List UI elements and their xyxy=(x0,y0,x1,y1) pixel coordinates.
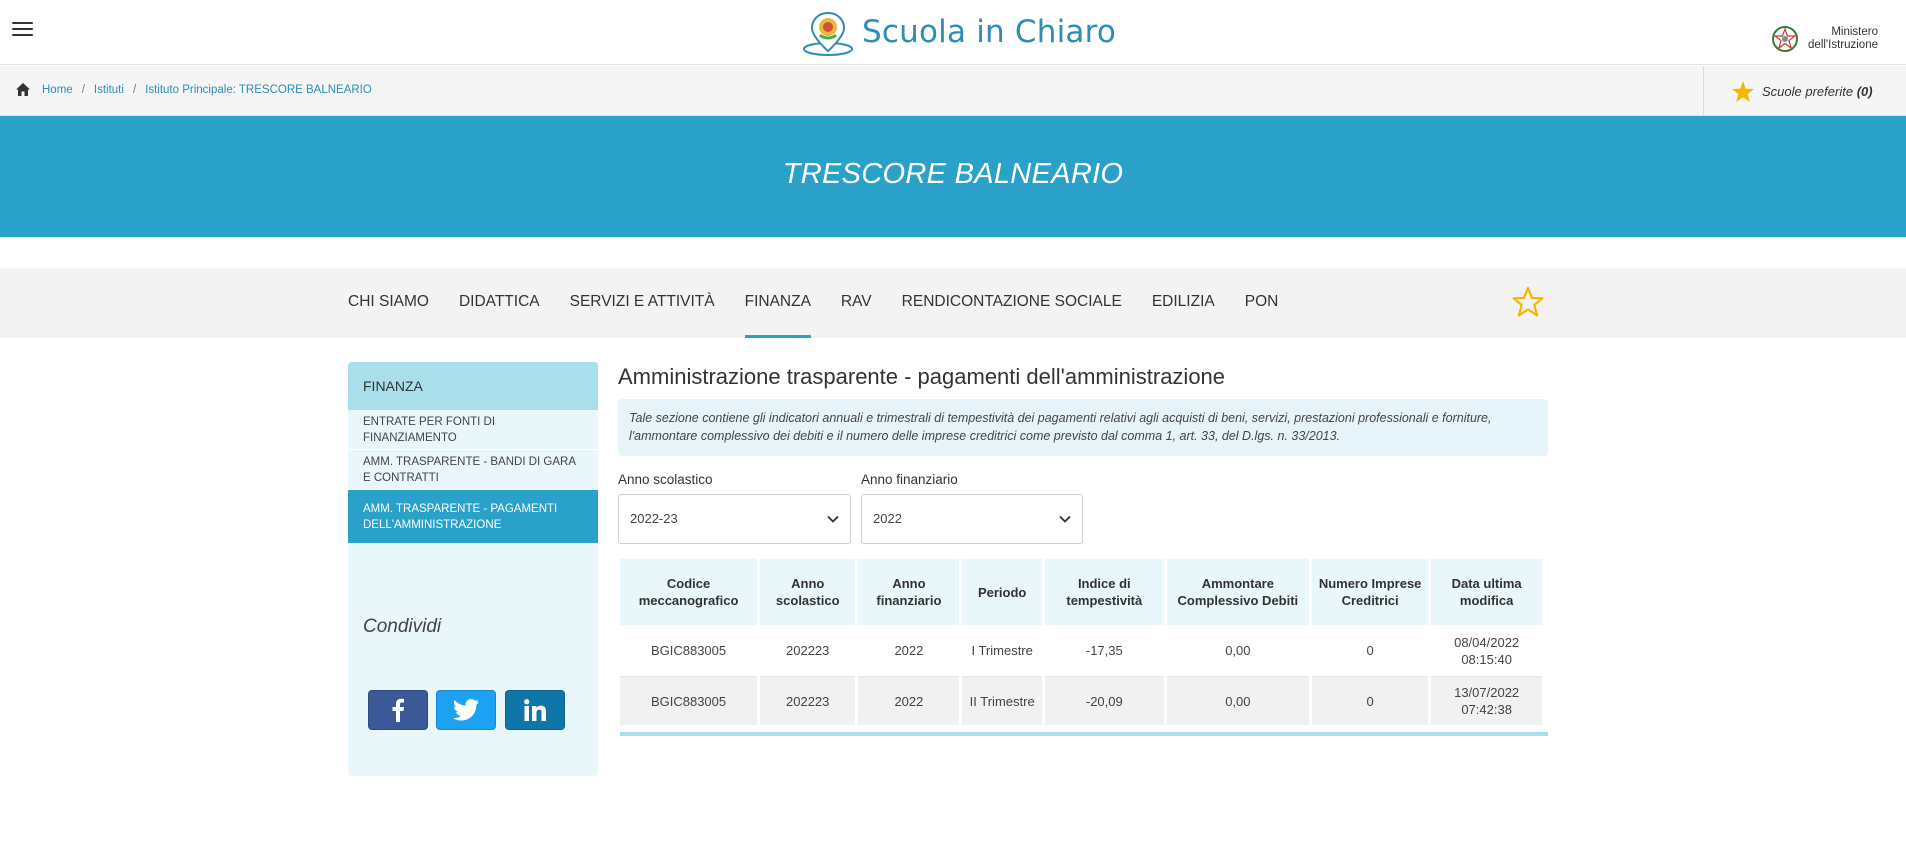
logo-text: Scuola in Chiaro xyxy=(862,14,1117,50)
page-title: Amministrazione trasparente - pagamenti dell'amministrazione xyxy=(618,364,1226,389)
anno-scolastico-select[interactable] xyxy=(618,494,851,544)
italian-emblem-icon xyxy=(1772,24,1798,54)
section-tabs xyxy=(348,268,1308,338)
breadcrumb-separator: / xyxy=(81,83,85,96)
table-cell: 0,00 xyxy=(1167,677,1309,725)
anno-finanziario-select[interactable] xyxy=(861,494,1083,544)
col-header-periodo: Periodo xyxy=(962,559,1041,625)
anno-scolastico-label: Anno scolastico xyxy=(618,472,713,487)
sidebar-item-label: AMM. TRASPARENTE - BANDI DI GARA E CONTRATTI xyxy=(363,455,576,484)
col-header-data-modifica: Data ultima modifica xyxy=(1431,559,1542,625)
table-cell: 2022 xyxy=(858,677,959,725)
table-cell: 08/04/2022 08:15:40 xyxy=(1431,625,1542,677)
breadcrumb xyxy=(16,83,372,96)
section-tabs-bar xyxy=(0,268,1906,338)
sidebar-item-bandi-di-gara[interactable] xyxy=(348,450,598,490)
share-label: Condividi xyxy=(363,616,442,637)
chevron-down-icon xyxy=(1058,512,1072,526)
anno-finanziario-label: Anno finanziario xyxy=(861,472,958,487)
favorites-count: (0) xyxy=(1856,83,1873,99)
favorites-button[interactable] xyxy=(1703,66,1906,116)
school-name-title: TRESCORE BALNEARIO xyxy=(782,158,1124,190)
twitter-share-button[interactable] xyxy=(436,690,496,730)
tab-finanza[interactable]: FINANZA xyxy=(745,268,811,338)
breadcrumb-istituti[interactable]: Istituti xyxy=(93,83,124,96)
table-row xyxy=(620,677,1542,725)
col-header-anno-scolastico: Anno scolastico xyxy=(760,559,855,625)
anno-scolastico-value: 2022-23 xyxy=(630,511,678,526)
sidebar-item-entrate[interactable] xyxy=(348,410,598,450)
table-cell: 202223 xyxy=(760,677,855,725)
table-cell: BGIC883005 xyxy=(620,677,757,725)
tab-didattica[interactable]: DIDATTICA xyxy=(458,293,540,310)
hamburger-menu-icon[interactable] xyxy=(12,22,33,38)
tab-rendicontazione-sociale[interactable]: RENDICONTAZIONE SOCIALE xyxy=(901,293,1122,310)
breadcrumb-home[interactable]: Home xyxy=(42,83,73,96)
ministry-line2: dell'Istruzione xyxy=(1808,39,1878,51)
map-pin-logo-icon xyxy=(800,7,856,57)
breadcrumb-current[interactable]: Istituto Principale: TRESCORE BALNEARIO xyxy=(145,83,372,96)
info-box: Tale sezione contiene gli indicatori annuali e trimestrali di tempestività dei pagamenti relativi agli acquisti di beni, servizi, prestazioni professionali e forniture, l'ammontare complessivo dei debiti e il numero delle imprese creditrici come previsto dal comma 1, art. 33, del D.lgs. n. 33/2013. xyxy=(618,399,1548,456)
facebook-share-button[interactable] xyxy=(368,690,428,730)
twitter-icon xyxy=(453,699,479,721)
favorites-label: Scuole preferite xyxy=(1762,83,1854,99)
breadcrumb-bar xyxy=(0,66,1906,116)
table-cell: BGIC883005 xyxy=(620,625,757,677)
col-header-indice: Indice di tempestività xyxy=(1045,559,1164,625)
table-bottom-border xyxy=(620,732,1548,736)
ministry-logo[interactable] xyxy=(1772,24,1878,54)
tab-pon[interactable]: PON xyxy=(1244,293,1279,310)
chevron-down-icon xyxy=(826,512,840,526)
school-banner xyxy=(0,116,1906,237)
facebook-icon xyxy=(391,698,405,722)
table-cell: 0 xyxy=(1312,677,1428,725)
sidebar xyxy=(348,362,598,776)
home-icon[interactable] xyxy=(16,83,30,96)
table-cell: 202223 xyxy=(760,625,855,677)
col-header-ammontare: Ammontare Complessivo Debiti xyxy=(1167,559,1309,625)
tab-chi-siamo[interactable]: CHI SIAMO xyxy=(348,293,429,310)
table-cell: -20,09 xyxy=(1045,677,1164,725)
ministry-line1: Ministero xyxy=(1831,26,1878,38)
sidebar-item-pagamenti[interactable] xyxy=(348,490,598,544)
table-cell: 2022 xyxy=(858,625,959,677)
table-cell: 13/07/2022 07:42:38 xyxy=(1431,677,1542,725)
table-header-row xyxy=(620,559,1542,625)
star-filled-icon xyxy=(1732,81,1754,102)
anno-finanziario-value: 2022 xyxy=(873,511,902,526)
star-outline-icon[interactable] xyxy=(1512,286,1544,318)
table-cell: 0,00 xyxy=(1167,625,1309,677)
table-cell: I Trimestre xyxy=(962,625,1041,677)
linkedin-share-button[interactable] xyxy=(505,690,565,730)
col-header-codice: Codice meccanografico xyxy=(620,559,757,625)
table-cell: -17,35 xyxy=(1045,625,1164,677)
tab-edilizia[interactable]: EDILIZIA xyxy=(1151,293,1215,310)
payments-table xyxy=(617,559,1545,725)
tab-rav[interactable]: RAV xyxy=(840,293,872,310)
table-cell: II Trimestre xyxy=(962,677,1041,725)
tab-servizi-e-attivita[interactable]: SERVIZI E ATTIVITÀ xyxy=(569,293,715,310)
linkedin-icon xyxy=(524,699,546,721)
sidebar-item-label: ENTRATE PER FONTI DI FINANZIAMENTO xyxy=(363,415,496,444)
site-logo[interactable] xyxy=(800,6,1116,58)
sidebar-item-label: AMM. TRASPARENTE - PAGAMENTI DELL'AMMINISTRAZIONE xyxy=(363,502,558,531)
sidebar-heading: FINANZA xyxy=(348,362,598,410)
table-cell: 0 xyxy=(1312,625,1428,677)
col-header-numero-imprese: Numero Imprese Creditrici xyxy=(1312,559,1428,625)
col-header-anno-finanziario: Anno finanziario xyxy=(858,559,959,625)
top-header xyxy=(0,0,1906,65)
breadcrumb-separator: / xyxy=(132,83,137,96)
table-row xyxy=(620,625,1542,677)
